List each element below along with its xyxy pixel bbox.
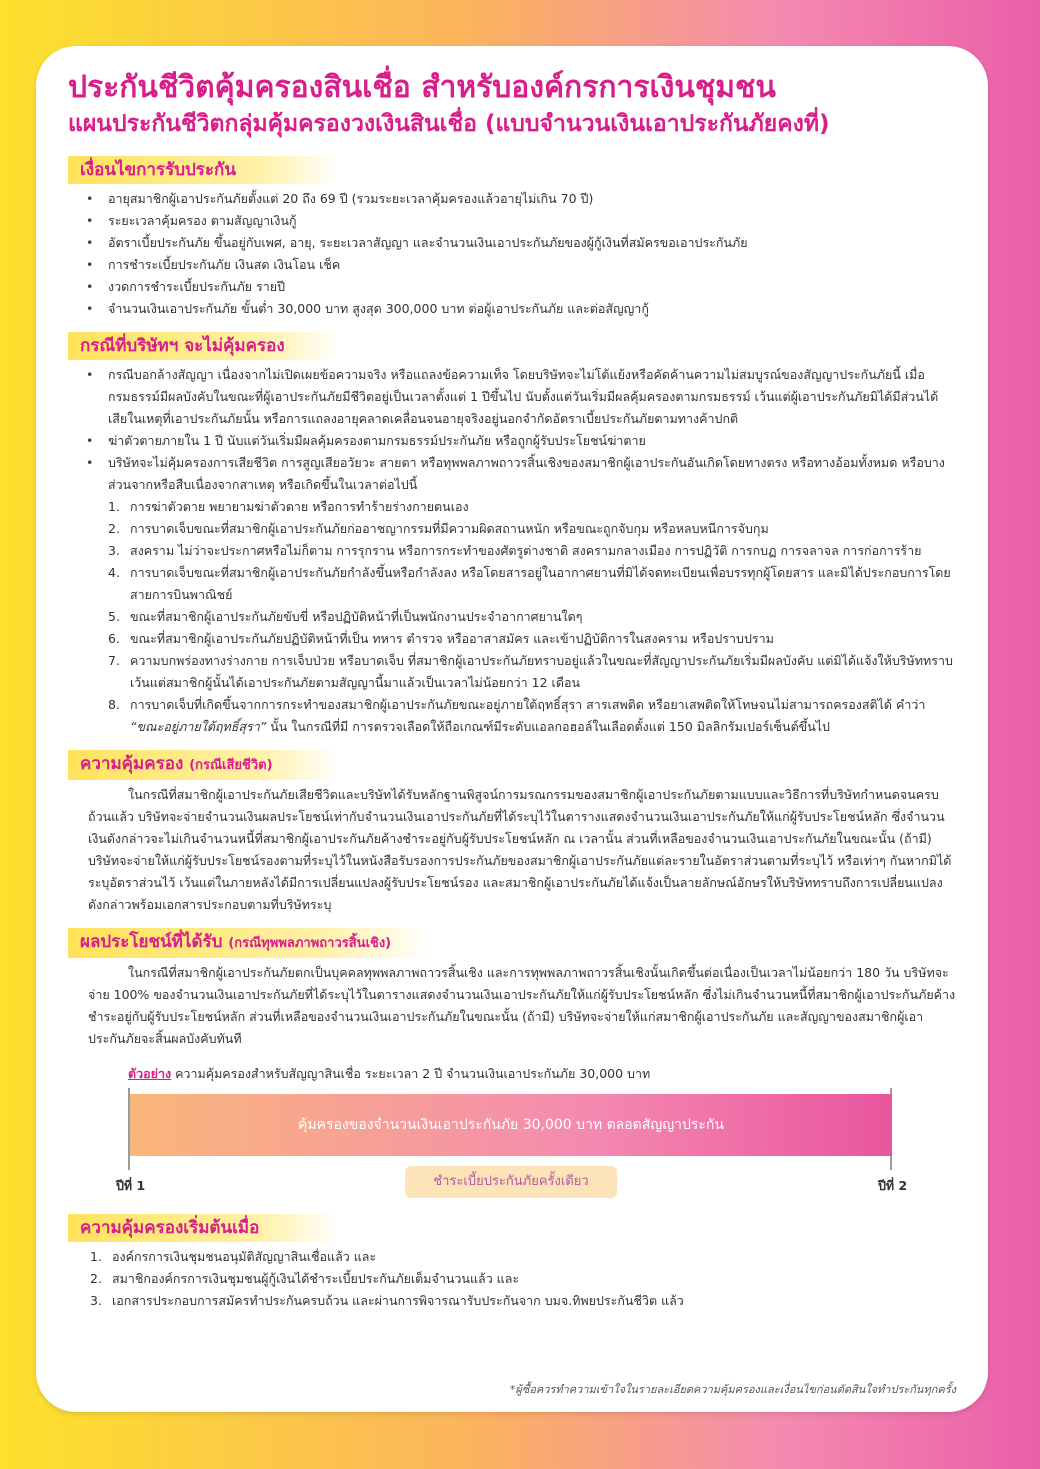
- list-item: • การชำระเบี้ยประกันภัย เงินสด เงินโอน เช็ค: [108, 254, 956, 276]
- conditions-list: [68, 188, 956, 320]
- list-item: 4. การบาดเจ็บขณะที่สมาชิกผู้เอาประกันภัยกำลังขึ้นหรือกำลังลง หรือโดยสารอยู่ในอากาศยานที่มิได้จดทะเบียนเพื่อบรรทุกผู้โดยสาร และมิได้ประกอบการโดยสายการบินพาณิชย์: [108, 565, 951, 602]
- brochure-card: [36, 46, 988, 1412]
- list-item: • ระยะเวลาคุ้มครอง ตามสัญญาเงินกู้: [108, 210, 956, 232]
- year-start-label: ปีที่ 1: [116, 1178, 146, 1193]
- list-item: • บริษัทจะไม่คุ้มครองการเสียชีวิต การสูญเสียอวัยวะ สายตา หรือทุพพลภาพถาวรสิ้นเชิงของสมาชิกผู้เอาประกันอันเกิดโดยทางตรง หรือทางอ้อมทั้งหมด หรือบางส่วนจากหรือสืบเนื่องจากสาเหตุ หรือเกิดขึ้นในเวลาต่อไปนี้: [108, 452, 956, 496]
- disability-text: ในกรณีที่สมาชิกผู้เอาประกันภัยตกเป็นบุคคลทุพพลภาพถาวรสิ้นเชิง และการทุพพลภาพถาวรสิ้นเชิงนั้นเกิดขึ้นต่อเนื่องเป็นเวลาไม่น้อยกว่า 180 วัน บริษัทจะจ่าย 100% ของจำนวนเงินเอาประกันภัยที่ได้ระบุไว้ในตารางแสดงจำนวนเงินเอาประกันภัยให้แก่ผู้รับประโยชน์หลัก ซึ่งไม่เกินจำนวนหนี้ที่สมาชิกผู้เอาประกันภัยค้างชำระอยู่กับผู้รับประโยชน์หลัก ส่วนที่เหลือของจำนวนเงินเอาประกันภัยในขณะนั้น (ถ้ามี) บริษัทจะจ่ายให้แก่สมาชิกผู้เอาประกันภัย และสัญญาของสมาชิกผู้เอาประกันภัยจะสิ้นผลบังคับทันที: [88, 965, 956, 1046]
- year-end-label: ปีที่ 2: [878, 1178, 908, 1193]
- payment-badge: ชำระเบี้ยประกันภัยครั้งเดียว: [405, 1166, 617, 1198]
- page-subtitle: แผนประกันชีวิตกลุ่มคุ้มครองวงเงินสินเชื่อ (แบบจำนวนเงินเอาประกันภัยคงที่): [68, 111, 830, 137]
- exclusions-heading: กรณีที่บริษัทฯ จะไม่คุ้มครอง: [68, 332, 340, 360]
- list-item: 3. สงคราม ไม่ว่าจะประกาศหรือไม่ก็ตาม การรุกราน หรือการกระทำของศัตรูต่างชาติ สงครามกลางเมือง การปฏิวัติ การกบฏ การจลาจล การก่อการร้าย: [108, 543, 922, 558]
- death-cover-text: ในกรณีที่สมาชิกผู้เอาประกันภัยเสียชีวิตและบริษัทได้รับหลักฐานพิสูจน์การมรณกรรมของสมาชิกผู้เอาประกันภัยตามแบบและวิธีการที่บริษัทกำหนดจนครบถ้วนแล้ว บริษัทจะจ่ายจำนวนเงินผลประโยชน์เท่ากับจำนวนเงินเอาประกันภัยที่ได้ระบุไว้ในตารางแสดงจำนวนเงินเอาประกันภัยให้แก่ผู้รับประโยชน์หลัก ซึ่งจำนวนเงินดังกล่าวจะไม่เกินจำนวนหนี้ที่สมาชิกผู้เอาประกันภัยค้างชำระอยู่กับผู้รับประโยชน์หลัก ณ เวลานั้น ส่วนที่เหลือของจำนวนเงินเอาประกันภัยในขณะนั้น (ถ้ามี) บริษัทจะจ่ายให้แก่ผู้รับประโยชน์รองตามที่ระบุไว้ในหนังสือรับรองการประกันภัยของสมาชิกผู้เอาประกันภัยแต่ละรายในอัตราส่วนตามที่ระบุไว้ หรือเท่าๆ กันหากมิได้ระบุอัตราส่วนไว้ เว้นแต่ในภายหลังได้มีการเปลี่ยนแปลงผู้รับประโยชน์รอง และสมาชิกผู้เอาประกันภัยได้แจ้งเป็นลายลักษณ์อักษรให้บริษัททราบถึงการเปลี่ยนแปลงดังกล่าวพร้อมเอกสารประกอบตามที่บริษัทระบุ: [88, 787, 952, 912]
- coverage-start-section: [68, 1208, 956, 1312]
- list-item: 2. สมาชิกองค์กรการเงินชุมชนผู้กู้เงินได้ชำระเบี้ยประกันภัยเต็มจำนวนแล้ว และ: [90, 1271, 520, 1286]
- list-item: • กรณีบอกล้างสัญญา เนื่องจากไม่เปิดเผยข้อความจริง หรือแถลงข้อความเท็จ โดยบริษัทจะไม่โต้แย้งหรือคัดค้านความไม่สมบูรณ์ของสัญญาประกันภัยนี้ เมื่อกรมธรรม์มีผลบังคับในขณะที่ผู้เอาประกันภัยมีชีวิตอยู่เป็นเวลาตั้งแต่ 1 ปีขึ้นไป นับตั้งแต่วันเริ่มมีผลคุ้มครองตามกรมธรรม์ เว้นแต่ผู้เอาประกันภัยมิได้มีส่วนได้เสียในเหตุที่เอาประกันภัยนั้น หรือการแถลงอายุคลาดเคลื่อนจนอายุจริงอยู่นอกจำกัดอัตราเบี้ยประกันภัยตามทางค้าปกติ: [108, 364, 956, 430]
- list-item: • อัตราเบี้ยประกันภัย ขึ้นอยู่กับเพศ, อายุ, ระยะเวลาสัญญา และจำนวนเงินเอาประกันภัยของผู้กู้เงินที่สมัครขอเอาประกันภัย: [108, 232, 956, 254]
- example-timeline: [68, 1058, 956, 1208]
- exclusions-sublist: [68, 496, 956, 738]
- list-item: • ฆ่าตัวตายภายใน 1 ปี นับแต่วันเริ่มมีผลคุ้มครองตามกรมธรรม์ประกันภัย หรือถูกผู้รับประโยชน์ฆ่าตาย: [108, 430, 956, 452]
- coverage-bar: คุ้มครองของจำนวนเงินเอาประกันภัย 30,000 บาท ตลอดสัญญาประกัน: [130, 1094, 892, 1156]
- list-item: 2. การบาดเจ็บขณะที่สมาชิกผู้เอาประกันภัยก่ออาชญากรรมที่มีความผิดสถานหนัก หรือขณะถูกจับกุม หรือหลบหนีการจับกุม: [108, 521, 769, 536]
- disability-heading: ผลประโยชน์ที่ได้รับ (กรณีทุพพลภาพถาวรสิ้นเชิง): [68, 928, 431, 958]
- exclusions-list: [68, 364, 956, 496]
- footnote: *ผู้ซื้อควรทำความเข้าใจในรายละเอียดความคุ้มครองและเงื่อนไขก่อนตัดสินใจทำประกันทุกครั้ง: [509, 1383, 956, 1396]
- list-item: • งวดการชำระเบี้ยประกันภัย รายปี: [108, 276, 956, 298]
- list-item: • อายุสมาชิกผู้เอาประกันภัยตั้งแต่ 20 ถึง 69 ปี (รวมระยะเวลาคุ้มครองแล้วอายุไม่เกิน 70 ปี): [108, 188, 956, 210]
- list-item: 1. การฆ่าตัวตาย พยายามฆ่าตัวตาย หรือการทำร้ายร่างกายตนเอง: [108, 499, 469, 514]
- disability-section: [68, 922, 956, 1050]
- list-item: 8. การบาดเจ็บที่เกิดขึ้นจากการกระทำของสมาชิกผู้เอาประกันภัยขณะอยู่ภายใต้ฤทธิ์สุรา สารเสพติด หรือยาเสพติดให้โทษจนไม่สามารถครองสติได้ คำว่า “ขณะอยู่ภายใต้ฤทธิ์สุรา” นั้น ในกรณีที่มี การตรวจเลือดให้ถือเกณฑ์มีระดับแอลกอฮอล์ในเลือดตั้งแต่ 150 มิลลิกรัมเปอร์เซ็นต์ขึ้นไป: [108, 697, 926, 734]
- conditions-heading: เงื่อนไขการรับประกัน: [68, 156, 340, 184]
- list-item: 1. องค์กรการเงินชุมชนอนุมัติสัญญาสินเชื่อแล้ว และ: [90, 1249, 377, 1264]
- list-item: 5. ขณะที่สมาชิกผู้เอาประกันภัยขับขี่ หรือปฏิบัติหน้าที่เป็นพนักงานประจำอากาศยานใดๆ: [108, 609, 583, 624]
- conditions-section: [68, 150, 956, 320]
- list-item: 3. เอกสารประกอบการสมัครทำประกันครบถ้วน และผ่านการพิจารณารับประกันจาก บมจ.ทิพยประกันชีวิต แล้ว: [90, 1293, 684, 1308]
- death-cover-section: [68, 744, 956, 916]
- example-label: ตัวอย่าง ความคุ้มครองสำหรับสัญญาสินเชื่อ ระยะเวลา 2 ปี จำนวนเงินเอาประกันภัย 30,000 บาท: [128, 1066, 651, 1081]
- exclusions-section: [68, 326, 956, 738]
- list-item: • จำนวนเงินเอาประกันภัย ขั้นต่ำ 30,000 บาท สูงสุด 300,000 บาท ต่อผู้เอาประกันภัย และต่อสัญญากู้: [108, 298, 956, 320]
- coverage-start-heading: ความคุ้มครองเริ่มต้นเมื่อ: [68, 1214, 340, 1242]
- list-item: 6. ขณะที่สมาชิกผู้เอาประกันภัยปฏิบัติหน้าที่เป็น ทหาร ตำรวจ หรืออาสาสมัคร และเข้าปฏิบัติการในสงคราม หรือปราบปราม: [108, 631, 774, 646]
- page-title: ประกันชีวิตคุ้มครองสินเชื่อ สำหรับองค์กรการเงินชุมชน: [68, 70, 776, 105]
- death-cover-heading: ความคุ้มครอง (กรณีเสียชีวิต): [68, 750, 340, 780]
- list-item: 7. ความบกพร่องทางร่างกาย การเจ็บป่วย หรือบาดเจ็บ ที่สมาชิกผู้เอาประกันภัยทราบอยู่แล้วในขณะที่สัญญาประกันภัยเริ่มมีผลบังคับ แต่มิได้แจ้งให้บริษัททราบ เว้นแต่สมาชิกผู้นั้นได้เอาประกันภัยตามสัญญานี้มาแล้วเป็นเวลาไม่น้อยกว่า 12 เดือน: [108, 653, 953, 690]
- coverage-start-list: [68, 1246, 956, 1312]
